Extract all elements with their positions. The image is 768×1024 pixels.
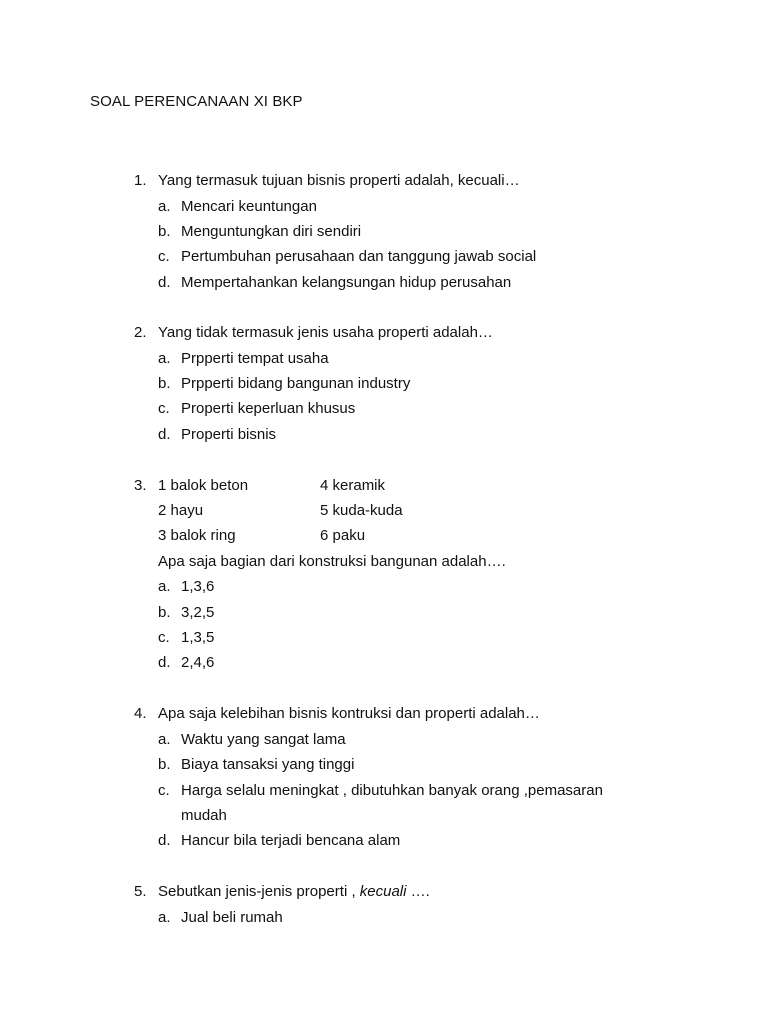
option-letter: c. <box>158 629 170 646</box>
item-right: 5 kuda-kuda <box>320 502 403 519</box>
option-text: 1,3,5 <box>181 629 215 646</box>
question-number: 4. <box>134 705 147 722</box>
question-number: 1. <box>134 172 147 189</box>
option-letter: b. <box>158 375 171 392</box>
option-text: Harga selalu meningkat , dibutuhkan banyak orang ,pemasaran <box>181 782 603 799</box>
option-text: 2,4,6 <box>181 654 215 671</box>
option-letter: a. <box>158 198 171 215</box>
option-letter: d. <box>158 274 171 291</box>
option-text: 3,2,5 <box>181 604 215 621</box>
option-letter: c. <box>158 248 170 265</box>
option-text: Mencari keuntungan <box>181 198 317 215</box>
option-letter: a. <box>158 350 171 367</box>
option-letter: b. <box>158 756 171 773</box>
question-number: 3. <box>134 477 147 494</box>
document-title: SOAL PERENCANAAN XI BKP <box>90 93 303 110</box>
option-letter: a. <box>158 578 171 595</box>
option-letter: b. <box>158 604 171 621</box>
option-letter: a. <box>158 731 171 748</box>
option-letter: d. <box>158 426 171 443</box>
option-text: Menguntungkan diri sendiri <box>181 223 362 240</box>
question-number: 5. <box>134 883 147 900</box>
question-text-main: Sebutkan jenis-jenis properti , <box>158 883 356 900</box>
question-text-end: …. <box>410 883 430 900</box>
option-text: Waktu yang sangat lama <box>181 731 346 748</box>
item-left: 1 balok beton <box>158 477 249 494</box>
question-text-italic: kecuali <box>359 883 407 900</box>
option-text: Hancur bila terjadi bencana alam <box>181 832 401 849</box>
option-text: Prpperti tempat usaha <box>181 350 329 367</box>
item-right: 6 paku <box>320 527 366 544</box>
question-text: Apa saja kelebihan bisnis kontruksi dan properti adalah… <box>158 705 540 722</box>
option-letter: a. <box>158 909 171 926</box>
question-text: Yang tidak termasuk jenis usaha properti adalah… <box>158 324 493 341</box>
option-text: Pertumbuhan perusahaan dan tanggung jawab social <box>181 248 537 265</box>
question-text <box>158 882 430 902</box>
option-letter: d. <box>158 654 171 671</box>
item-right: 4 keramik <box>320 477 386 494</box>
question-text: Yang termasuk tujuan bisnis properti adalah, kecuali… <box>158 172 520 189</box>
option-text: Properti bisnis <box>181 426 277 443</box>
question-number: 2. <box>134 324 147 341</box>
option-text: Mempertahankan kelangsungan hidup perusahan <box>181 274 512 291</box>
option-letter: b. <box>158 223 171 240</box>
option-text: Biaya tansaksi yang tinggi <box>181 756 355 773</box>
option-text: Jual beli rumah <box>181 909 283 926</box>
option-text-continued: mudah <box>181 807 227 824</box>
question-text: Apa saja bagian dari konstruksi bangunan adalah…. <box>158 553 506 570</box>
item-left: 2 hayu <box>158 502 204 519</box>
option-letter: c. <box>158 782 170 799</box>
option-text: Properti keperluan khusus <box>181 400 356 417</box>
option-text: Prpperti bidang bangunan industry <box>181 375 411 392</box>
item-left: 3 balok ring <box>158 527 236 544</box>
option-text: 1,3,6 <box>181 578 215 595</box>
option-letter: d. <box>158 832 171 849</box>
option-letter: c. <box>158 400 170 417</box>
